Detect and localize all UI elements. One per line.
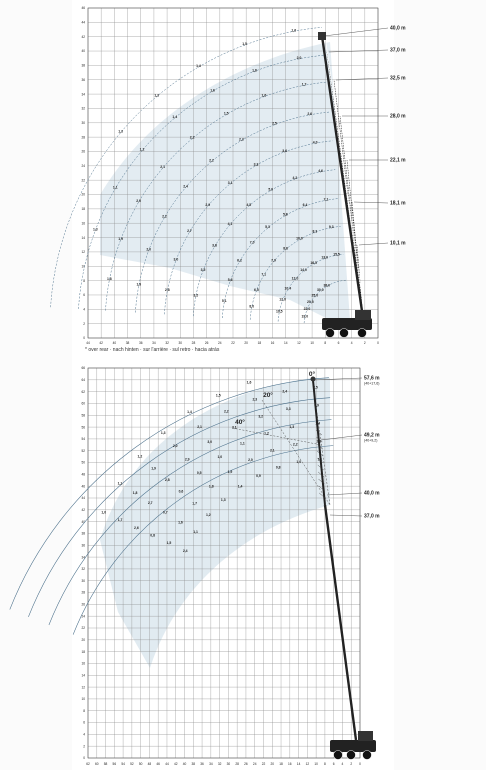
x-tick-label: 12: [297, 341, 301, 345]
load-capacity-value: 1,1: [317, 457, 323, 462]
y-tick-label: 46: [81, 484, 85, 489]
load-capacity-value: 0,9: [314, 403, 319, 408]
y-tick-label: 22: [81, 626, 85, 631]
load-capacity-value: 1,7: [192, 501, 198, 506]
load-capacity-value: 1,3: [289, 424, 295, 429]
y-tick-label: 66: [81, 366, 85, 371]
y-tick-label: 48: [81, 472, 85, 477]
load-capacity-value: 8,0: [249, 304, 255, 309]
x-tick-label: 16: [288, 762, 292, 766]
load-capacity-value: 8,8: [283, 246, 288, 251]
y-tick-label: 34: [81, 555, 85, 560]
load-capacity-value: 2,0: [172, 444, 178, 449]
load-capacity-value: 0,5: [196, 471, 202, 476]
x-tick-label: 24: [252, 762, 257, 766]
x-tick-label: 4: [341, 762, 344, 766]
load-capacity-value: 2,9: [184, 457, 190, 462]
y-tick-label: 38: [81, 63, 85, 68]
y-tick-label: 42: [81, 34, 85, 39]
load-capacity-value: 1,3: [160, 430, 166, 435]
y-tick-label: 14: [81, 673, 85, 678]
x-tick-label: 46: [156, 762, 160, 766]
load-capacity-value: 9,3: [328, 224, 334, 229]
y-tick-label: 32: [81, 106, 85, 111]
load-capacity-value: 1,9: [151, 466, 156, 471]
load-capacity-value: 16,5: [310, 260, 317, 265]
x-tick-label: 60: [95, 762, 99, 766]
load-capacity-value: 1,2: [139, 147, 145, 152]
load-capacity-value: 6,2: [237, 258, 242, 263]
y-tick-label: 54: [81, 437, 85, 442]
footnote-over-rear: * over rear · nach hinten · sur l'arrière · sul retro · hacia atrás: [85, 347, 220, 353]
load-capacity-value: 2,1: [160, 165, 165, 170]
load-capacity-value: 3,8: [212, 243, 217, 248]
x-tick-label: 8: [324, 341, 327, 345]
load-capacity-value: 1,2: [205, 513, 211, 518]
x-tick-label: 12: [305, 762, 310, 766]
y-tick-label: 0: [83, 336, 85, 341]
y-tick-label: 8: [83, 278, 85, 283]
boom-length-label: 37,0 m: [364, 513, 380, 520]
load-capacity-value: 5,1: [221, 299, 227, 304]
load-capacity-value: 1,5: [215, 393, 221, 398]
load-capacity-value: 1,5: [242, 42, 247, 47]
x-tick-label: 30: [178, 341, 183, 345]
x-tick-label: 24: [218, 341, 222, 345]
y-tick-label: 58: [81, 413, 85, 418]
load-capacity-value: 5,3: [265, 225, 270, 230]
x-tick-label: 32: [165, 341, 169, 345]
load-capacity-value: 2,1: [197, 425, 202, 430]
jib-angle-label: 20°: [263, 392, 273, 399]
x-tick-label: 26: [244, 762, 248, 766]
boom-length-label: 49,2 m: [364, 432, 380, 439]
load-capacity-value: 4,6: [318, 168, 323, 173]
y-tick-label: 52: [81, 448, 85, 453]
x-tick-label: 20: [244, 341, 248, 345]
load-capacity-value: 1,1: [117, 481, 123, 486]
load-capacity-value: 2,6: [307, 111, 313, 116]
load-capacity-value: 4,5: [246, 202, 252, 207]
load-capacity-value: 2,8: [164, 478, 170, 483]
y-tick-label: 24: [81, 164, 85, 169]
y-tick-label: 20: [81, 638, 85, 643]
y-tick-label: 30: [81, 120, 85, 125]
load-capacity-value: 1,6: [291, 28, 297, 33]
y-tick-label: 4: [83, 307, 85, 312]
load-capacity-value: 1,1: [112, 185, 118, 190]
y-tick-label: 34: [81, 92, 85, 97]
load-capacity-value: 2,4: [183, 184, 188, 189]
working-range-envelope: [100, 378, 330, 668]
y-tick-label: 36: [81, 543, 85, 548]
load-capacity-value: 7,9: [271, 258, 276, 263]
load-capacity-value: 1,8: [252, 68, 257, 73]
load-capacity-value: 1,8: [106, 277, 112, 282]
y-tick-label: 18: [81, 207, 85, 212]
y-tick-label: 26: [81, 149, 85, 154]
x-tick-label: 34: [209, 762, 213, 766]
boom-length-sublabel: (40+17,6): [364, 381, 380, 386]
load-capacity-value: 1,0: [101, 510, 107, 515]
load-capacity-value: 0,8: [150, 533, 156, 538]
x-tick-label: 22: [231, 341, 235, 345]
load-capacity-value: 1,6: [261, 93, 267, 98]
x-tick-label: 50: [138, 762, 143, 766]
load-capacity-value: 12,0: [291, 276, 299, 281]
x-tick-label: 4: [350, 341, 353, 345]
load-capacity-value: 6,5: [254, 287, 259, 292]
x-tick-label: 14: [283, 341, 288, 345]
boom-length-label: 28,0 m: [390, 113, 406, 120]
y-tick-label: 16: [81, 661, 85, 666]
y-tick-label: 6: [83, 293, 85, 298]
x-tick-label: 2: [363, 341, 366, 345]
boom-length-label: 10,1 m: [390, 240, 406, 247]
x-tick-label: 0: [377, 341, 379, 345]
y-tick-label: 44: [81, 496, 85, 501]
x-tick-label: 56: [112, 762, 117, 766]
jib-angle-label: 40°: [235, 419, 245, 426]
load-capacity-value: 2,9: [205, 203, 211, 208]
y-tick-label: 24: [81, 614, 85, 619]
y-tick-label: 10: [81, 697, 85, 702]
load-capacity-value: 1,9: [136, 282, 142, 287]
load-capacity-value: 0,8: [275, 465, 281, 470]
x-tick-label: 40: [112, 341, 117, 345]
x-tick-label: 52: [130, 762, 134, 766]
boom-length-label: 18,1 m: [390, 200, 406, 207]
load-capacity-value: 3,3: [285, 407, 291, 412]
load-capacity-value: 10,0: [296, 236, 303, 241]
y-tick-label: 46: [81, 6, 85, 11]
x-tick-label: 44: [165, 762, 169, 766]
y-tick-label: 62: [81, 389, 85, 394]
x-tick-label: 28: [235, 762, 239, 766]
x-tick-label: 10: [310, 341, 314, 345]
load-capacity-value: 2,1: [269, 448, 275, 453]
load-capacity-value: 1,8: [208, 484, 214, 489]
x-tick-label: 6: [337, 341, 340, 345]
y-tick-label: 36: [81, 77, 85, 82]
load-capacity-value: 0,6: [178, 489, 184, 494]
x-tick-label: 8: [324, 762, 326, 766]
load-capacity-value: 1,9: [227, 469, 233, 474]
x-tick-label: 32: [217, 762, 222, 766]
load-capacity-value: 3,0: [173, 257, 179, 262]
load-capacity-value: 25,0: [311, 293, 319, 298]
boom-length-label: 40,0 m: [364, 490, 380, 497]
crane-wheel: [363, 751, 372, 760]
boom-length-leader: [327, 493, 362, 495]
load-capacity-value: 3,6: [282, 148, 288, 153]
load-capacity-value: 1,5: [166, 541, 172, 546]
x-tick-label: 34: [152, 341, 156, 345]
y-tick-label: 60: [81, 401, 85, 406]
load-capacity-value: 3,5: [200, 267, 206, 272]
y-tick-label: 40: [81, 49, 85, 54]
x-tick-label: 16: [270, 341, 275, 345]
load-capacity-value: 7,1: [323, 197, 329, 202]
load-capacity-value: 1,6: [246, 380, 252, 385]
load-capacity-value: 8,3: [312, 229, 318, 234]
boom-length-label: 32,5 m: [390, 75, 406, 82]
x-tick-label: 42: [173, 762, 178, 766]
x-tick-label: 18: [257, 341, 262, 345]
x-tick-label: 40: [182, 762, 187, 766]
load-capacity-value: 4,2: [292, 176, 298, 181]
load-capacity-value: 1,8: [132, 491, 138, 496]
y-tick-label: 12: [81, 250, 85, 255]
load-capacity-value: 4,1: [227, 221, 233, 226]
load-capacity-value: 1,3: [118, 129, 123, 134]
crane-wheel: [347, 751, 356, 760]
load-capacity-value: 3,2: [258, 414, 264, 419]
load-capacity-value: 0,9: [256, 473, 261, 478]
load-capacity-value: 3,0: [207, 440, 213, 445]
load-capacity-value: 5,0: [268, 187, 274, 192]
load-capacity-value: 15,5: [333, 252, 340, 257]
y-tick-label: 10: [81, 264, 85, 269]
y-tick-label: 50: [81, 460, 85, 465]
load-capacity-value: 1,1: [193, 530, 198, 535]
crane-carrier: [330, 740, 376, 752]
x-tick-label: 36: [200, 762, 204, 766]
load-capacity-value: 12,0: [279, 297, 286, 302]
load-capacity-value: 1,4: [237, 484, 243, 489]
load-capacity-value: 2,2: [209, 158, 214, 163]
load-capacity-value: 2,0: [136, 199, 141, 204]
x-tick-label: 26: [204, 341, 209, 345]
load-capacity-value: 2,2: [189, 135, 195, 140]
boom-length-label: 57,6 m: [364, 375, 380, 382]
boom-length-label: 22,1 m: [390, 157, 406, 164]
x-tick-label: 18: [279, 762, 283, 766]
x-tick-label: 38: [191, 762, 196, 766]
x-tick-label: 62: [86, 762, 90, 766]
boom-length-label: 40,0 m: [390, 25, 406, 32]
load-capacity-value: 2,4: [182, 548, 188, 553]
y-tick-label: 2: [83, 321, 85, 326]
load-capacity-value: 1,6: [178, 520, 183, 525]
load-capacity-value: 30,0: [317, 287, 324, 292]
boom-length-sublabel: (40+9,2): [364, 438, 378, 443]
load-capacity-value: 2,2: [162, 214, 167, 219]
load-capacity-value: 1,3: [92, 227, 98, 232]
load-capacity-value: 2,7: [187, 229, 192, 234]
load-capacity-value: 2,3: [252, 397, 258, 402]
load-capacity-value: 7,1: [261, 272, 267, 277]
y-tick-label: 0: [83, 756, 85, 761]
y-tick-label: 8: [83, 708, 85, 713]
load-capacity-value: 3,1: [231, 425, 237, 430]
load-capacity-value: 1,3: [220, 497, 226, 502]
y-tick-label: 44: [81, 20, 85, 25]
load-capacity-value: 1,5: [223, 111, 229, 116]
load-capacity-value: 1,9: [118, 236, 123, 241]
y-tick-label: 22: [81, 178, 85, 183]
load-capacity-value: 2,2: [292, 442, 298, 447]
y-tick-label: 64: [81, 378, 85, 383]
load-capacity-value: 2,2: [223, 409, 229, 414]
load-capacity-value: 1,2: [264, 431, 269, 436]
x-tick-label: 14: [296, 762, 301, 766]
x-tick-label: 44: [86, 341, 90, 345]
load-capacity-value: 2,4: [282, 389, 288, 394]
load-capacity-value: 2,0: [296, 55, 302, 60]
load-capacity-value: 14,0: [300, 267, 307, 272]
load-capacity-value: 1,7: [301, 82, 307, 87]
y-tick-label: 28: [81, 590, 85, 595]
x-tick-label: 42: [99, 341, 103, 345]
load-capacity-value: 4,0: [312, 140, 318, 145]
y-tick-label: 40: [81, 519, 85, 524]
x-tick-label: 2: [350, 762, 353, 766]
y-tick-label: 26: [81, 602, 85, 607]
load-capacity-value: 1,4: [172, 114, 178, 119]
load-capacity-value: 3,2: [193, 293, 199, 298]
load-capacity-value: 1,4: [187, 410, 192, 415]
x-tick-label: 20: [270, 762, 275, 766]
load-capacity-value: 1,1: [240, 441, 245, 446]
load-capacity-value: 2,0: [248, 457, 253, 462]
crane-wheel: [334, 751, 343, 760]
load-capacity-value: 3,1: [227, 180, 233, 185]
y-tick-label: 20: [81, 192, 85, 197]
x-tick-label: 36: [138, 341, 143, 345]
load-capacity-value: 1,2: [137, 454, 143, 459]
load-capacity-value: 1,7: [117, 518, 123, 523]
y-tick-label: 12: [81, 685, 85, 690]
load-capacity-value: 1,3: [154, 93, 160, 98]
y-tick-label: 42: [81, 508, 85, 513]
load-capacity-value: 1,4: [315, 421, 321, 426]
load-capacity-value: 1,0: [217, 454, 223, 459]
y-tick-label: 18: [81, 649, 85, 654]
y-tick-label: 32: [81, 567, 85, 572]
x-tick-label: 54: [121, 762, 125, 766]
crane-cab: [358, 731, 373, 741]
x-tick-label: 58: [103, 762, 108, 766]
load-capacity-value: 20,5: [306, 299, 314, 304]
load-capacity-value: 38,0: [323, 283, 331, 288]
x-tick-label: 0: [359, 762, 361, 766]
y-tick-label: 14: [81, 235, 85, 240]
y-tick-label: 16: [81, 221, 85, 226]
load-capacity-value: 7,0: [249, 240, 255, 245]
load-capacity-value: 1,6: [210, 88, 215, 93]
load-capacity-value: 1,4: [196, 64, 201, 69]
load-capacity-value: 6,4: [302, 203, 308, 208]
y-tick-label: 56: [81, 425, 85, 430]
y-tick-label: 30: [81, 578, 85, 583]
load-capacity-value: 2,0: [146, 247, 152, 252]
load-capacity-value: 10,4: [284, 286, 292, 291]
x-tick-label: 28: [191, 341, 196, 345]
load-capacity-value: 22,0: [303, 306, 311, 311]
load-capacity-value: 2,3: [239, 137, 244, 142]
y-tick-label: 2: [83, 744, 85, 749]
load-capacity-value: 2,5: [313, 385, 318, 390]
x-tick-label: 22: [261, 762, 266, 766]
load-capacity-value: 10,5: [275, 309, 283, 314]
y-tick-label: 4: [83, 732, 85, 737]
load-capacity-value: 13,0: [321, 255, 329, 260]
x-tick-label: 38: [125, 341, 130, 345]
jib-angle-label: 0°: [308, 371, 316, 378]
load-capacity-value: 2,3: [316, 439, 322, 444]
y-tick-label: 6: [83, 720, 85, 725]
x-tick-label: 30: [226, 762, 231, 766]
x-tick-label: 6: [332, 762, 335, 766]
boom-length-leader: [330, 515, 362, 516]
y-tick-label: 28: [81, 135, 85, 140]
load-capacity-value: 19,0: [301, 314, 309, 319]
load-capacity-value: 5,8: [282, 212, 288, 217]
load-capacity-value: 2,6: [134, 525, 139, 530]
load-capacity-value: 2,5: [272, 121, 277, 126]
x-tick-label: 10: [314, 762, 318, 766]
boom-length-label: 37,0 m: [390, 47, 406, 54]
load-capacity-value: 5,6: [227, 278, 233, 283]
load-capacity-value: 3,3: [253, 162, 259, 167]
x-tick-label: 48: [147, 762, 152, 766]
load-capacity-value: 2,7: [147, 500, 153, 505]
y-tick-label: 38: [81, 531, 85, 536]
load-capacity-value: 2,8: [164, 288, 170, 293]
load-capacity-value: 1,0: [296, 460, 302, 465]
load-capacity-value: 0,7: [162, 510, 168, 515]
